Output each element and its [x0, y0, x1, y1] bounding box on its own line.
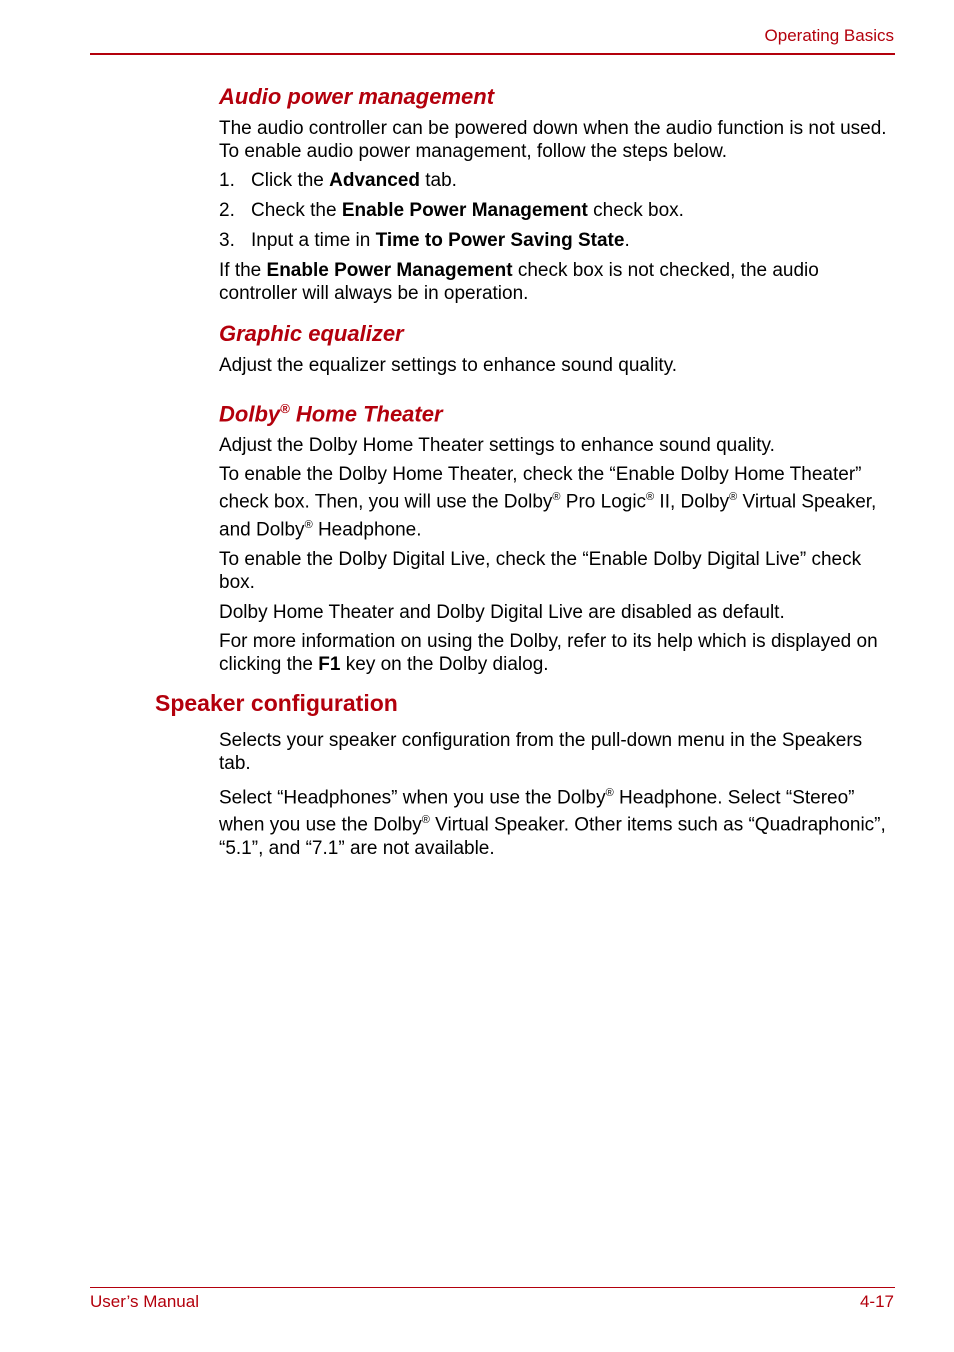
dolby-heading: Dolby® Home Theater	[219, 401, 443, 427]
list-item: 3. Input a time in Time to Power Saving State.	[219, 230, 630, 251]
list-item: 2. Check the Enable Power Management check box.	[219, 200, 684, 221]
dolby-p2: To enable the Dolby Home Theater, check the “Enable Dolby Home Theater” check box. Then, you will use the Dolby® Pro Logic® II, Dolby® Virtual Speaker, and Dolby® Headphone.	[219, 464, 877, 540]
speaker-configuration-heading: Speaker configuration	[155, 690, 398, 716]
header-rule	[90, 53, 895, 55]
dolby-p1: Adjust the Dolby Home Theater settings to enhance sound quality.	[219, 435, 775, 457]
footer-manual-label: User’s Manual	[90, 1292, 199, 1311]
footer-rule	[90, 1287, 895, 1288]
dolby-p5: For more information on using the Dolby, refer to its help which is displayed on clicking the F1 key on the Dolby dialog.	[219, 630, 878, 675]
list-item: 1. Click the Advanced tab.	[219, 170, 457, 191]
page-number: 4-17	[859, 1292, 894, 1311]
audio-note: If the Enable Power Management check box is not checked, the audio controller will always be in operation.	[219, 260, 819, 304]
running-header: Operating Basics	[764, 26, 894, 45]
audio-steps-list	[219, 169, 895, 252]
audio-power-heading: Audio power management	[219, 84, 495, 109]
speaker-p2: Select “Headphones” when you use the Dolby® Headphone. Select “Stereo” when you use the Dolby® Virtual Speaker. Other items such as “Quadraphonic”, “5.1”, and “7.1” are not available.	[219, 787, 886, 859]
speaker-p1: Selects your speaker configuration from the pull-down menu in the Speakers tab.	[219, 730, 863, 774]
dolby-p4: Dolby Home Theater and Dolby Digital Live are disabled as default.	[219, 601, 785, 623]
equalizer-text: Adjust the equalizer settings to enhance sound quality.	[219, 355, 678, 376]
speaker-content	[219, 729, 895, 860]
audio-intro: The audio controller can be powered down when the audio function is not used. To enable audio power management, follow the steps below.	[219, 118, 887, 162]
main-content	[219, 82, 895, 676]
graphic-equalizer-heading: Graphic equalizer	[219, 321, 404, 346]
dolby-p3: To enable the Dolby Digital Live, check the “Enable Dolby Digital Live” check box.	[219, 548, 862, 593]
